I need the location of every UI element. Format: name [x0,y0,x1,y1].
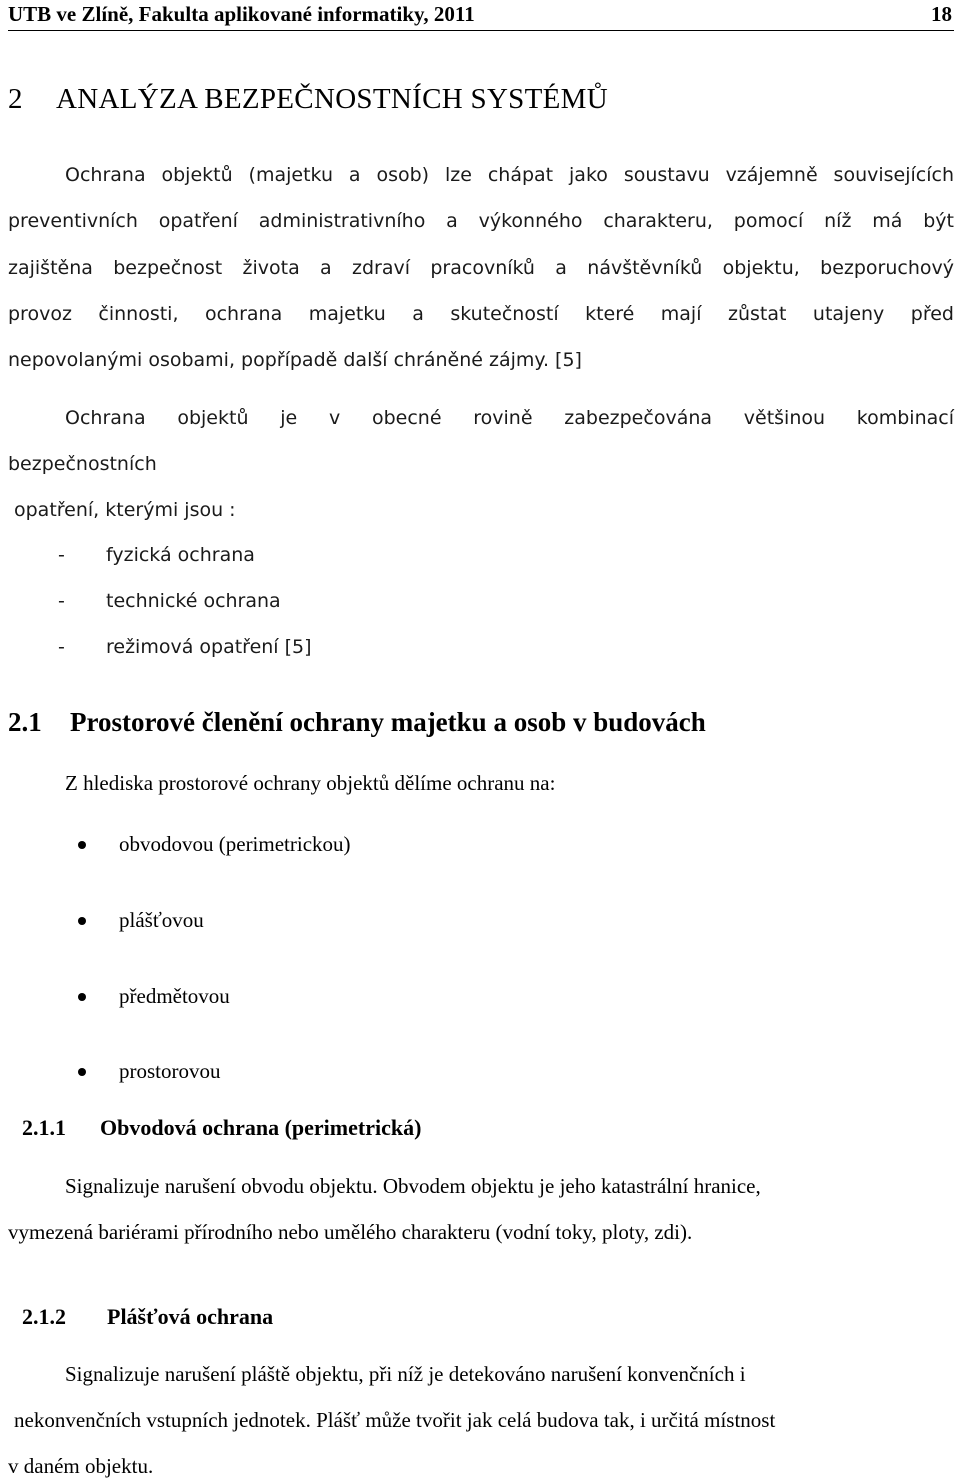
chapter-number: 2 [8,83,23,115]
combo-line-3: opatření, kterými jsou : [14,499,236,521]
bullet-dot [78,841,86,849]
chapter-title: ANALÝZA BEZPEČNOSTNÍCH SYSTÉMŮ [56,83,608,115]
bullet-item [78,982,230,1010]
intro-line-1: Ochrana objektů (majetku a osob) lze chápat jako soustavu vzájemně souvisejících [65,164,954,186]
bullet-dot [78,917,86,925]
section-2-1-2-line-1: Signalizuje narušení pláště objektu, při níž je detekováno narušení konvenčních i [65,1362,746,1386]
section-title: Plášťová ochrana [107,1304,274,1329]
section-heading-2-1-1 [22,1114,421,1142]
measure-text: režimová opatření [5] [106,636,312,658]
section-2-1-1-line-1: Signalizuje narušení obvodu objektu. Obvodem objektu je jeho katastrální hranice, [65,1174,761,1198]
measure-text: fyzická ochrana [106,544,255,566]
bullet-item [78,830,351,858]
section-number: 2.1 [8,707,42,737]
bullet-text: plášťovou [119,908,204,932]
section-2-1-intro: Z hlediska prostorové ochrany objektů dělíme ochranu na: [65,771,556,795]
bullet-text: předmětovou [119,984,230,1008]
intro-line-4: provoz činnosti, ochrana majetku a skutečností které mají zůstat utajeny před [8,303,954,325]
section-2-1-2-line-3: v daném objektu. [8,1454,154,1478]
measure-item [58,542,255,568]
section-heading-2-1 [8,704,706,740]
intro-line-3: zajištěna bezpečnost života a zdraví pracovníků a návštěvníků objektu, bezporuchový [8,257,954,279]
bullet-text: obvodovou (perimetrickou) [119,832,351,856]
bullet-dot [78,993,86,1001]
section-title: Prostorové členění ochrany majetku a osob v budovách [70,707,706,737]
dash-marker: - [58,590,65,612]
intro-line-2: preventivních opatření administrativního a výkonného charakteru, pomocí níž má být [8,210,954,232]
measure-item [58,634,312,660]
bullet-item [78,1057,221,1085]
bullet-text: prostorovou [119,1059,221,1083]
section-title: Obvodová ochrana (perimetrická) [100,1115,422,1140]
measure-item [58,588,281,614]
section-2-1-1-line-2: vymezená bariérami přírodního nebo umělého charakteru (vodní toky, ploty, zdi). [8,1220,693,1244]
header-title: UTB ve Zlíně, Fakulta aplikované informatiky, 2011 [8,2,475,26]
measure-text: technické ochrana [106,590,281,612]
page-number: 18 [931,2,952,26]
combo-line-1: Ochrana objektů je v obecné rovině zabezpečována většinou kombinací [65,407,954,429]
bullet-item [78,906,204,934]
chapter-heading [8,80,608,118]
section-heading-2-1-2 [22,1303,273,1331]
combo-line-2: bezpečnostních [8,453,157,475]
intro-line-5: nepovolanými osobami, popřípadě další chráněné zájmy. [5] [8,349,582,371]
dash-marker: - [58,544,65,566]
running-header [8,0,954,31]
dash-marker: - [58,636,65,658]
bullet-dot [78,1068,86,1076]
section-number: 2.1.1 [22,1115,66,1140]
section-2-1-2-line-2: nekonvenčních vstupních jednotek. Plášť může tvořit jak celá budova tak, i určitá místnost [14,1408,776,1432]
section-number: 2.1.2 [22,1304,66,1329]
